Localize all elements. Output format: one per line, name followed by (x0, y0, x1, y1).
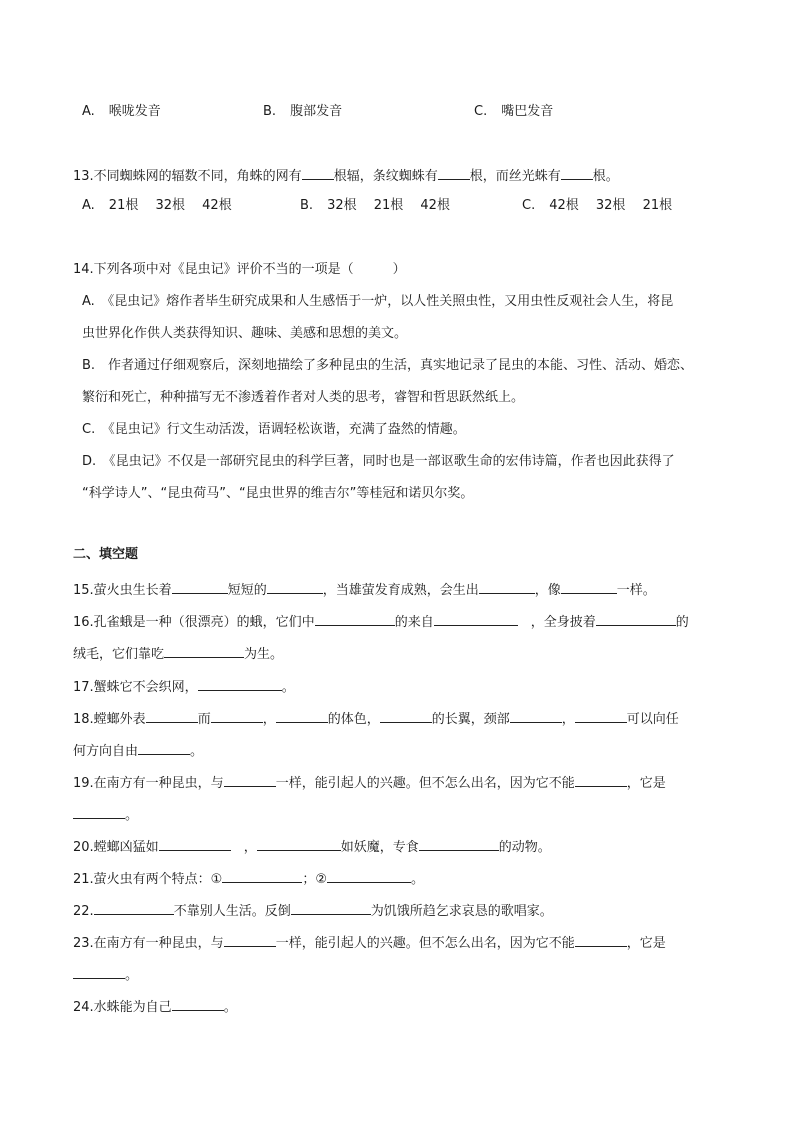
question-text: 根。 (592, 169, 619, 184)
blank[interactable] (419, 837, 499, 851)
question-text: 17.蟹蛛它不会织网， (73, 680, 198, 695)
question-text: 13.不同蜘蛛网的辐数不同，角蛛的网有 (73, 169, 302, 184)
blank[interactable] (222, 869, 302, 883)
blank[interactable] (510, 709, 562, 723)
question-text: ， (262, 712, 276, 727)
blank[interactable] (302, 166, 334, 180)
q13-option-c (522, 198, 672, 214)
question-text: ， (230, 840, 257, 855)
question-text: 。 (190, 744, 204, 759)
blank[interactable] (315, 612, 395, 626)
question-text: 如妖魔，专食 (340, 840, 419, 855)
option-text: 21根 32根 42根 (108, 198, 232, 213)
q14-option-b-line2: 繁衍和死亡，种种描写无不渗透着作者对人类的思考，睿智和哲思跃然纸上。 (82, 390, 525, 405)
option-label: C. (474, 104, 488, 119)
question-19-line2 (73, 805, 138, 824)
option-label: B. (263, 104, 277, 119)
question-13 (73, 166, 619, 185)
question-text: 15.萤火虫生长着 (73, 583, 172, 598)
question-text: 为饥饿所趋乞求哀恳的歌唱家。 (370, 904, 553, 919)
question-text: 一样，能引起人的兴趣。但不怎么出名，因为它不能 (275, 776, 575, 791)
option-text: 32根 21根 42根 (327, 198, 450, 213)
question-text: 。 (125, 808, 139, 823)
question-14-stem: 14.下列各项中对《昆虫记》评价不当的一项是（ ） (73, 262, 406, 277)
blank[interactable] (73, 965, 125, 979)
question-text: 16.孔雀蛾是一种（很漂亮）的蛾，它们中 (73, 615, 315, 630)
question-text: 。 (411, 872, 425, 887)
blank[interactable] (267, 580, 323, 594)
question-text: 何方向自由 (73, 744, 139, 759)
question-21 (73, 869, 424, 888)
q12-option-c (474, 104, 553, 120)
blank[interactable] (575, 933, 627, 947)
blank[interactable] (164, 644, 244, 658)
question-23-line2 (73, 965, 138, 984)
question-24 (73, 997, 237, 1016)
question-18-line2 (73, 741, 203, 760)
option-text: 42根 32根 21根 (549, 198, 673, 213)
question-text: 24.水蛛能为自己 (73, 1000, 172, 1015)
question-text: 一样。 (616, 583, 656, 598)
blank[interactable] (561, 580, 617, 594)
question-text: 19.在南方有一种昆虫，与 (73, 776, 224, 791)
question-text: 20.螳螂凶猛如 (73, 840, 159, 855)
q14-option-a-line1: A. 《昆虫记》熔作者毕生研究成果和人生感悟于一炉，以人性关照虫性，又用虫性反观社会人生，将昆 (82, 294, 674, 309)
question-text: 21.萤火虫有两个特点：① (73, 872, 223, 887)
question-text: 18.螳螂外表 (73, 712, 146, 727)
question-text: 的 (675, 615, 689, 630)
option-text: 腹部发音 (290, 104, 343, 119)
question-text: 一样，能引起人的兴趣。但不怎么出名，因为它不能 (275, 936, 575, 951)
blank[interactable] (198, 677, 282, 691)
blank[interactable] (575, 773, 627, 787)
blank[interactable] (159, 837, 231, 851)
blank[interactable] (434, 612, 518, 626)
question-text: ， (561, 712, 575, 727)
question-text: 。 (281, 680, 295, 695)
blank[interactable] (479, 580, 535, 594)
blank[interactable] (224, 933, 276, 947)
q14-option-d-line1: D. 《昆虫记》不仅是一部研究昆虫的科学巨著，同时也是一部讴歌生命的宏伟诗篇，作者也因此获得了 (82, 454, 675, 469)
blank[interactable] (138, 741, 190, 755)
question-16-line1 (73, 612, 689, 631)
blank[interactable] (172, 580, 228, 594)
option-label: A. (82, 198, 95, 213)
q14-option-a-line2: 虫世界化作供人类获得知识、趣味、美感和思想的美文。 (82, 326, 408, 341)
question-22 (73, 901, 553, 920)
blank[interactable] (438, 166, 470, 180)
question-20 (73, 837, 551, 856)
q14-option-d-line2: “科学诗人”、“昆虫荷马”、“昆虫世界的维吉尔”等桂冠和诺贝尔奖。 (82, 486, 474, 501)
section-title: 二、填空题 (73, 547, 139, 562)
q12-option-a (82, 104, 161, 120)
q14-option-c-line1: C. 《昆虫记》行文生动活泼，语调轻松诙谐，充满了盎然的情趣。 (82, 422, 466, 437)
question-text: 可以向任 (626, 712, 679, 727)
question-text: 。 (125, 968, 139, 983)
blank[interactable] (596, 612, 676, 626)
question-15 (73, 580, 656, 599)
question-text: ，它是 (626, 776, 666, 791)
question-text: 的体色， (327, 712, 380, 727)
blank[interactable] (146, 709, 198, 723)
blank[interactable] (257, 837, 341, 851)
blank[interactable] (94, 901, 174, 915)
question-text: 不靠别人生活。反倒 (173, 904, 291, 919)
question-text: 而 (197, 712, 211, 727)
option-label: C. (522, 198, 536, 213)
question-text: ，当雄萤发育成熟，会生出 (322, 583, 479, 598)
question-19-line1 (73, 773, 666, 792)
question-text: 的动物。 (498, 840, 551, 855)
option-text: 嘴巴发音 (501, 104, 554, 119)
question-text: 的来自 (394, 615, 434, 630)
question-text: 根，而丝光蛛有 (469, 169, 561, 184)
question-text: 绒毛，它们靠吃 (73, 647, 165, 662)
q14-option-b-line1: B. 作者通过仔细观察后，深刻地描绘了多种昆虫的生活，真实地记录了昆虫的本能、习性、活动、婚恋、 (82, 358, 694, 373)
question-text: 23.在南方有一种昆虫，与 (73, 936, 224, 951)
blank[interactable] (211, 709, 263, 723)
blank[interactable] (276, 709, 328, 723)
blank[interactable] (73, 805, 125, 819)
blank[interactable] (561, 166, 593, 180)
blank[interactable] (291, 901, 371, 915)
q13-option-b (300, 198, 450, 214)
q13-option-a (82, 198, 232, 214)
option-text: 喉咙发音 (108, 104, 161, 119)
blank[interactable] (224, 773, 276, 787)
question-23-line1 (73, 933, 666, 952)
option-label: A. (82, 104, 95, 119)
blank[interactable] (380, 709, 432, 723)
blank[interactable] (575, 709, 627, 723)
question-text: 根辐，条纹蜘蛛有 (333, 169, 438, 184)
question-text: 短短的 (227, 583, 267, 598)
blank[interactable] (327, 869, 411, 883)
question-text: ，像 (534, 583, 561, 598)
question-text: ，全身披着 (517, 615, 596, 630)
question-text: ；② (302, 872, 327, 887)
question-17 (73, 677, 295, 696)
question-text: ，它是 (626, 936, 666, 951)
question-text: 的长翼，颈部 (431, 712, 510, 727)
question-text: 。 (223, 1000, 237, 1015)
question-text: 为生。 (244, 647, 284, 662)
question-18-line1 (73, 709, 679, 728)
question-text: 22. (73, 904, 94, 919)
blank[interactable] (172, 997, 224, 1011)
question-16-line2 (73, 644, 283, 663)
option-label: B. (300, 198, 314, 213)
q12-option-b (263, 104, 342, 120)
